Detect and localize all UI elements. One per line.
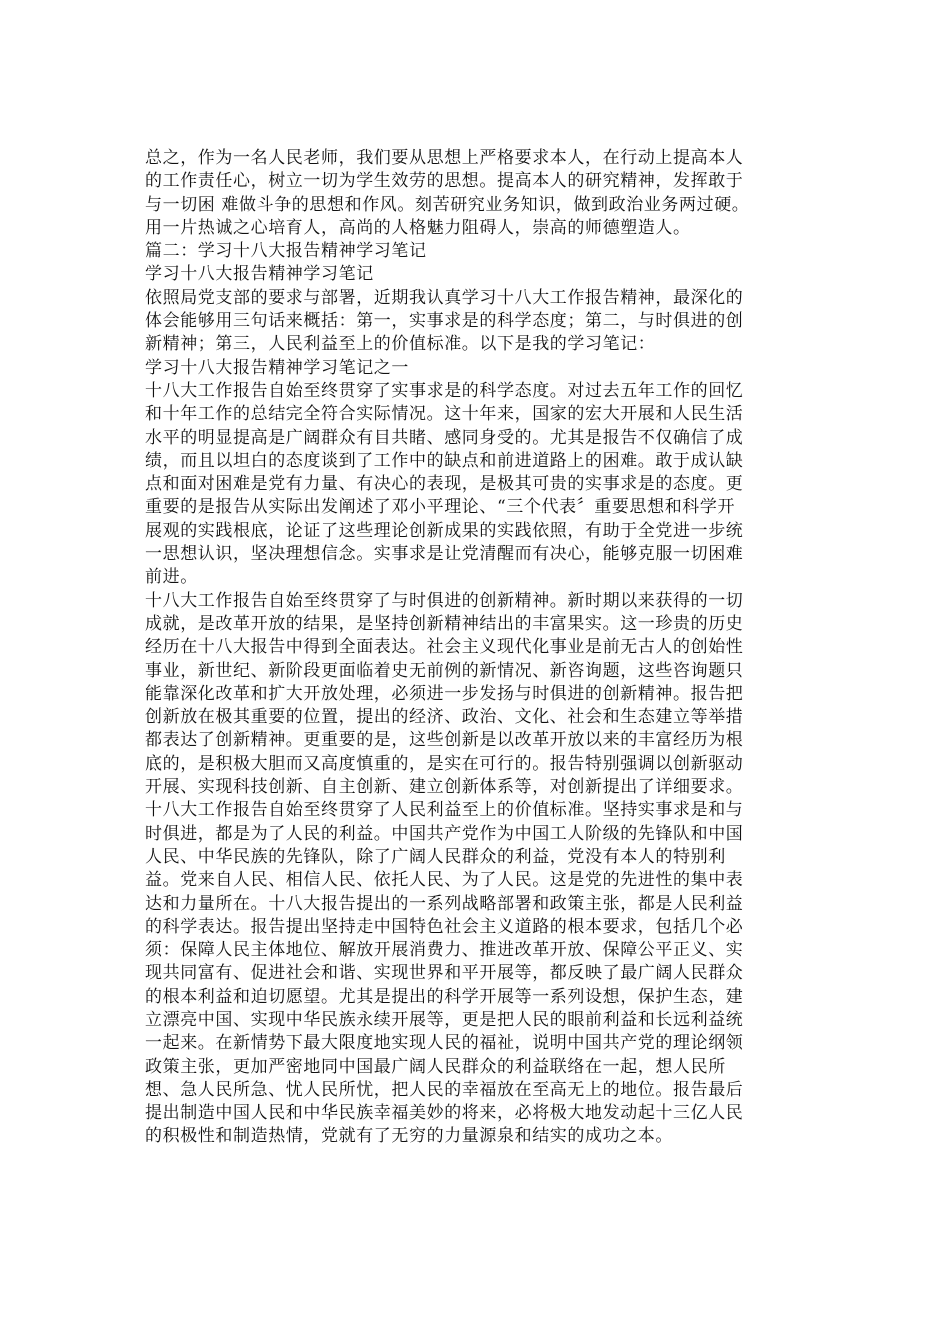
text-line: 成就，是改革开放的结果，是坚持创新精神结出的丰富果实。这一珍贵的历史 — [145, 613, 744, 634]
text-line: 用一片热诚之心培育人，高尚的人格魅力阻碍人，崇高的师德塑造人。 — [145, 217, 691, 238]
text-line: 前进。 — [145, 567, 198, 588]
text-line: 的科学表达。报告提出坚持走中国特色社会主义道路的根本要求，包括几个必 — [145, 916, 744, 937]
text-line: 总之，作为一名人民老师，我们要从思想上严格要求本人，在行动上提高本人 — [145, 148, 744, 168]
text-line: 创新放在极其重要的位置，提出的经济、政治、文化、社会和生态建立等举措 — [145, 707, 744, 728]
text-line: 人民、中华民族的先锋队，除了广阔人民群众的利益，党没有本人的特别利 — [145, 846, 726, 867]
text-line: 想、急人民所急、忧人民所忧，把人民的幸福放在至高无上的地位。报告最后 — [145, 1079, 744, 1100]
text-line: 立漂亮中国、实现中华民族永续开展等，更是把人民的眼前利益和长远利益统 — [145, 1009, 744, 1030]
text-line: 十八大工作报告自始至终贯穿了人民利益至上的价值标准。坚持实事求是和与 — [145, 800, 744, 821]
text-line: 一起来。在新情势下最大限度地实现人民的福祉，说明中国共产党的理论纲领 — [145, 1033, 744, 1054]
text-line: 与一切困 难做斗争的思想和作风。刻苦研究业务知识，做到政治业务两过硬。 — [145, 194, 750, 215]
text-line: 现共同富有、促进社会和谐、实现世界和平开展等，都反映了最广阔人民群众 — [145, 963, 744, 984]
text-line: 政策主张，更加严密地同中国最广阔人民群众的利益联络在一起，想人民所 — [145, 1056, 726, 1077]
text-line: 须：保障人民主体地位、解放开展消费力、推进改革开放、保障公平正义、实 — [145, 940, 744, 961]
text-line: 十八大工作报告自始至终贯穿了与时俱进的创新精神。新时期以来获得的一切 — [145, 590, 744, 611]
text-line: 依照局党支部的要求与部署，近期我认真学习十八大工作报告精神，最深化的 — [145, 287, 744, 308]
document-body — [145, 147, 805, 1149]
text-line: 重要的是报告从实际出发阐述了邓小平理论、“三个代表〞重要思想和科学开 — [145, 497, 736, 518]
text-line: 底的，是积极大胆而又高度慎重的，是实在可行的。报告特别强调以创新驱动 — [145, 753, 744, 774]
text-line: 展观的实践根底，论证了这些理论创新成果的实践依照，有助于全党进一步统 — [145, 520, 744, 541]
text-line: 的积极性和制造热情，党就有了无穷的力量源泉和结实的成功之本。 — [145, 1126, 673, 1147]
text-line: 的根本利益和迫切愿望。尤其是提出的科学开展等一系列设想，保护生态，建 — [145, 986, 744, 1007]
subsection-title: 学习十八大报告精神学习笔记之一 — [145, 357, 409, 378]
article-title: 学习十八大报告精神学习笔记 — [145, 264, 374, 285]
text-line: 能靠深化改革和扩大开放处理，必须进一步发扬与时俱进的创新精神。报告把 — [145, 683, 744, 704]
text-line: 点和面对困难是党有力量、有决心的表现，是极其可贵的实事求是的态度。更 — [145, 474, 744, 495]
text-line: 和十年工作的总结完全符合实际情况。这十年来，国家的宏大开展和人民生活 — [145, 404, 744, 425]
text-line: 益。党来自人民、相信人民、依托人民、为了人民。这是党的先进性的集中表 — [145, 870, 744, 891]
text-line: 体会能够用三句话来概括：第一，实事求是的科学态度；第二，与时俱进的创 — [145, 311, 744, 332]
text-line: 都表达了创新精神。更重要的是，这些创新是以改革开放以来的丰富经历为根 — [145, 730, 744, 751]
text-line: 经历在十八大报告中得到全面表达。社会主义现代化事业是前无古人的创始性 — [145, 637, 744, 658]
text-line: 事业，新世纪、新阶段更面临着史无前例的新情况、新咨询题，这些咨询题只 — [145, 660, 744, 681]
text-line: 提出制造中国人民和中华民族幸福美妙的将来，必将极大地发动起十三亿人民 — [145, 1103, 744, 1124]
text-line: 一思想认识，坚决理想信念。实事求是让党清醒而有决心，能够克服一切困难 — [145, 544, 744, 565]
text-line: 十八大工作报告自始至终贯穿了实事求是的科学态度。对过去五年工作的回忆 — [145, 380, 744, 401]
text-line: 水平的明显提高是广阔群众有目共睹、感同身受的。尤其是报告不仅确信了成 — [145, 427, 744, 448]
text-line: 开展、实现科技创新、自主创新、建立创新体系等，对创新提出了详细要求。 — [145, 777, 744, 798]
text-line: 达和力量所在。十八大报告提出的一系列战略部署和政策主张，都是人民利益 — [145, 893, 744, 914]
text-line: 新精神；第三，人民利益至上的价值标准。以下是我的学习笔记： — [145, 334, 656, 355]
text-line: 的工作责任心，树立一切为学生效劳的思想。提高本人的研究精神，发挥敢于 — [145, 171, 744, 192]
text-line: 时俱进，都是为了人民的利益。中国共产党作为中国工人阶级的先锋队和中国 — [145, 823, 744, 844]
text-line: 绩，而且以坦白的态度谈到了工作中的缺点和前进道路上的困难。敢于成认缺 — [145, 450, 744, 471]
section-title: 篇二：学习十八大报告精神学习笔记 — [145, 241, 427, 262]
